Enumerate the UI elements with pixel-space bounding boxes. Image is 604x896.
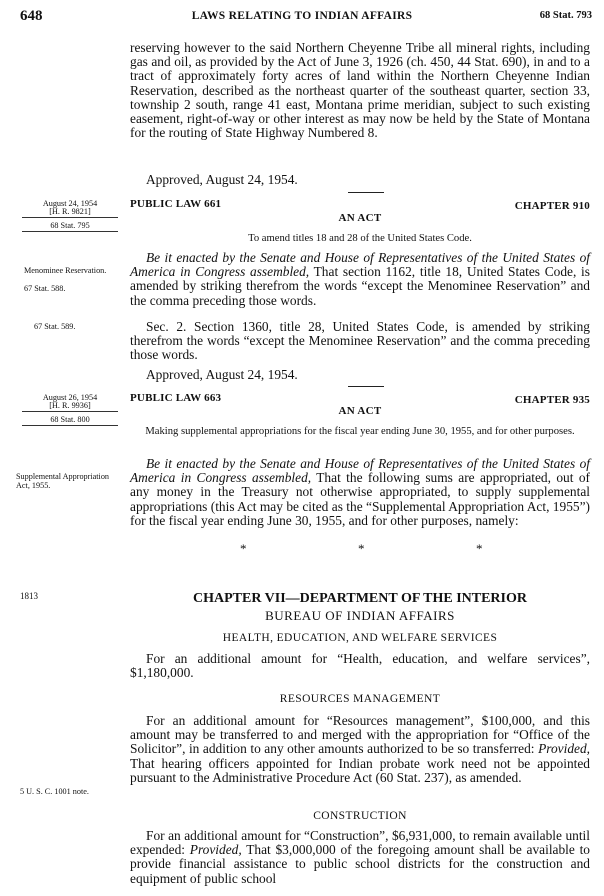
margin-rule xyxy=(22,217,118,218)
omission-stars xyxy=(130,541,590,555)
margin-stat-663: 68 Stat. 800 xyxy=(50,415,90,424)
margin-note-67-stat-588: 67 Stat. 588. xyxy=(24,284,66,293)
purpose-663: Making supplemental appropriations for the fiscal year ending June 30, 1955, and for other purposes. xyxy=(145,426,575,437)
header-title: LAWS RELATING TO INDIAN AFFAIRS xyxy=(191,10,413,22)
enacting-text: That the following sums are appropriated, out of any money in the Treasury not otherwise appropriated, to supply supplemental appropriations (this Act may be cited as the “Supplemental Appropriation Act, 1955”) for the fiscal year ending June 30, 1955, and for other purposes, namely: xyxy=(130,470,590,528)
star: * xyxy=(240,541,247,556)
margin-rule xyxy=(22,411,118,412)
page-number: 648 xyxy=(20,8,43,24)
health-paragraph: For an additional amount for “Health, education, and welfare services”, $1,180,000. xyxy=(130,651,590,681)
health-heading: HEALTH, EDUCATION, AND WELFARE SERVICES xyxy=(222,632,498,644)
an-act-663: AN ACT xyxy=(338,405,382,417)
chapter-vii-title: CHAPTER VII—DEPARTMENT OF THE INTERIOR xyxy=(192,591,527,606)
construction-heading: CONSTRUCTION xyxy=(313,810,407,822)
resources-paragraph xyxy=(130,714,590,785)
bureau-heading: BUREAU OF INDIAN AFFAIRS xyxy=(265,608,455,623)
separator-rule xyxy=(348,192,384,193)
section-2-661: Sec. 2. Section 1360, title 28, United States Code, is amended by striking therefrom the words “except the Menominee Reservation” and the comma preceding those words. xyxy=(130,319,590,363)
an-act-661: AN ACT xyxy=(338,212,382,224)
chapter-935: CHAPTER 935 xyxy=(514,394,590,406)
construction-paragraph xyxy=(130,829,590,886)
construction-text: For an additional amount for “Construction”, $6,931,000, to remain available until expended: xyxy=(130,828,590,858)
provided-word: Provided, xyxy=(538,741,590,757)
construction-text: That $3,000,000 of the foregoing amount shall be available to provide financial assistance to public school districts for the construction and equipment of public school xyxy=(130,842,590,886)
intro-paragraph: reserving however to the said Northern Cheyenne Tribe all mineral rights, including gas and oil, as provided by the Act of June 3, 1926 (ch. 450, 44 Stat. 690), in and to a tract of approximately forty acres of land within the Northern Cheyenne Indian Reservation, described as the northeast quarter of the southeast quarter, section 33, township 2 south, range 41 east, Montana prime meridian, subject to such existing easement, right-of-way or other interest as may now be held by the State of Montana for the routing of State Highway Numbered 8. xyxy=(130,40,590,141)
margin-date-663: August 26, 1954 xyxy=(42,393,98,402)
margin-rule xyxy=(22,231,118,232)
chapter-910: CHAPTER 910 xyxy=(514,200,590,212)
margin-note-menominee: Menominee Reservation. xyxy=(24,266,107,275)
resources-text: For an additional amount for “Resources management”, $100,000, and this amount may be transferred to and merged with the appropriation for “Office of the Solicitor”, in addition to any other amounts authorized to be so transferred: xyxy=(130,713,590,757)
enacting-text: That section 1162, title 18, United States Code, is amended by striking therefrom the words “except the Menominee Reservation” and the comma preceding those words. xyxy=(130,264,590,308)
header-stat-reference: 68 Stat. 793 xyxy=(539,10,592,21)
margin-note-supplemental-act: Supplemental Appropriation Act, 1955. xyxy=(16,472,110,490)
margin-stat-661: 68 Stat. 795 xyxy=(50,221,90,230)
purpose-661: To amend titles 18 and 28 of the United States Code. xyxy=(248,233,472,244)
star: * xyxy=(476,541,483,556)
resources-heading: RESOURCES MANAGEMENT xyxy=(279,693,441,705)
star: * xyxy=(358,541,365,556)
margin-ref-1813: 1813 xyxy=(20,591,38,601)
margin-bill-663: [H. R. 9936] xyxy=(49,401,91,410)
running-header xyxy=(0,8,604,28)
margin-note-5-usc: 5 U. S. C. 1001 note. xyxy=(20,787,89,796)
approved-line-1: Approved, August 24, 1954. xyxy=(146,172,298,187)
separator-rule xyxy=(348,386,384,387)
public-law-663: PUBLIC LAW 663 xyxy=(130,392,222,404)
margin-bill-661: [H. R. 9821] xyxy=(49,207,91,216)
margin-date-661: August 24, 1954 xyxy=(42,199,98,208)
enacting-formula: Be it enacted by the Senate and House of Representatives of the United States of America in Congress assembled, xyxy=(130,456,590,486)
margin-rule xyxy=(22,425,118,426)
approved-line-2: Approved, August 24, 1954. xyxy=(146,367,298,382)
provided-word: Provided, xyxy=(189,842,242,858)
enacting-formula: Be it enacted by the Senate and House of Representatives of the United States of America in Congress assembled, xyxy=(130,250,590,280)
resources-text: That hearing officers appointed for Indian probate work need not be appointed pursuant to the Administrative Procedure Act (60 Stat. 237), as amended. xyxy=(130,755,590,785)
margin-note-67-stat-589: 67 Stat. 589. xyxy=(34,322,76,331)
public-law-661: PUBLIC LAW 661 xyxy=(130,198,222,210)
enacting-clause-661 xyxy=(130,251,590,308)
enacting-clause-663 xyxy=(130,457,590,528)
